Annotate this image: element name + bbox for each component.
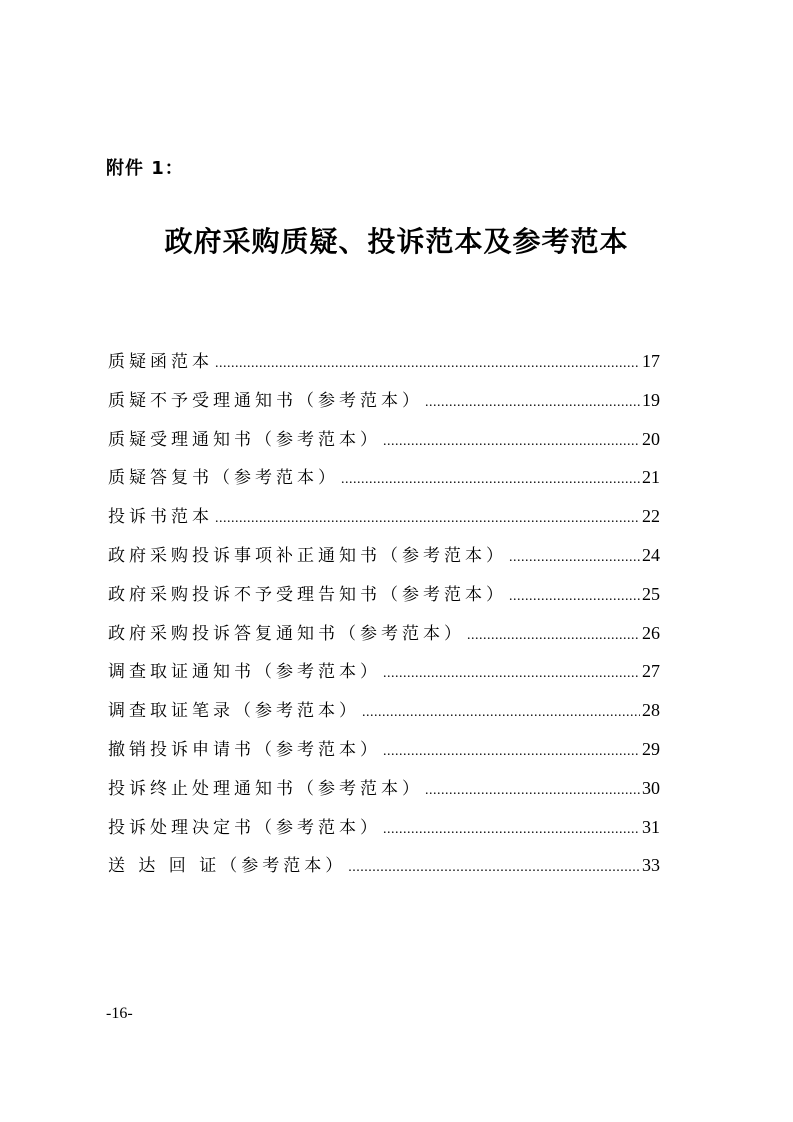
toc-entry-page: 21 [642,467,660,488]
toc-entry-page: 22 [642,506,660,527]
toc-leader-dots [383,427,640,457]
toc-entry-title: 质疑受理通知书（参考范本） [108,429,381,450]
toc-entry-title: 质疑不予受理通知书（参考范本） [108,390,423,411]
toc-leader-dots [425,388,640,418]
toc-entry-title: 投诉终止处理通知书（参考范本） [108,778,423,799]
toc-leader-dots [362,698,640,728]
toc-entry-page: 29 [642,738,660,759]
toc-entry-title: 送 达 回 证（参考范本） [108,856,347,877]
toc-entry-page: 30 [642,777,660,798]
toc-entry[interactable] [108,850,660,889]
toc-entry[interactable] [108,695,660,734]
toc-entry-title: 调查取证通知书（参考范本） [108,662,381,683]
attachment-label: 附件 1： [106,158,184,179]
toc-leader-dots [215,504,640,534]
toc-entry-page: 28 [642,700,660,721]
toc-leader-dots [425,776,640,806]
toc-entry-title: 投诉书范本 [108,507,213,528]
toc-entry[interactable] [108,424,660,463]
toc-entry[interactable] [108,501,660,540]
toc-entry-title: 调查取证笔录（参考范本） [108,701,360,722]
toc-entry[interactable] [108,773,660,812]
toc-leader-dots [383,815,640,845]
toc-leader-dots [509,582,640,612]
toc-entry-title: 质疑函范本 [108,352,213,372]
toc-entry-page: 19 [642,389,660,410]
toc-leader-dots [383,737,640,767]
toc-entry-page: 24 [642,544,660,565]
toc-entry-title: 政府采购投诉答复通知书（参考范本） [108,623,465,644]
toc-entry-title: 政府采购投诉事项补正通知书（参考范本） [108,545,507,566]
toc-entry[interactable] [108,462,660,501]
toc-entry[interactable] [108,618,660,657]
page-number: -16- [106,1005,133,1022]
toc-entry-title: 撤销投诉申请书（参考范本） [108,739,381,760]
toc-entry-title: 投诉处理决定书（参考范本） [108,817,381,838]
toc-entry[interactable] [108,540,660,579]
toc-leader-dots [383,659,640,689]
toc-leader-dots [341,465,640,495]
document-title: 政府采购质疑、投诉范本及参考范本 [164,225,629,258]
toc-entry-page: 31 [642,816,660,837]
toc-entry[interactable] [108,346,660,385]
toc-leader-dots [215,349,640,379]
toc-leader-dots [509,543,640,573]
toc-entry-page: 20 [642,428,660,449]
toc-entry[interactable] [108,385,660,424]
toc-entry[interactable] [108,656,660,695]
toc-entry[interactable] [108,812,660,851]
toc-entry[interactable] [108,734,660,773]
table-of-contents [108,346,660,889]
toc-entry-title: 质疑答复书（参考范本） [108,468,339,489]
toc-entry-page: 33 [642,855,660,876]
toc-entry-title: 政府采购投诉不予受理告知书（参考范本） [108,584,507,605]
toc-entry-page: 27 [642,661,660,682]
toc-entry-page: 17 [642,351,660,371]
toc-leader-dots [348,853,640,883]
toc-leader-dots [467,621,640,651]
toc-entry[interactable] [108,579,660,618]
toc-entry-page: 26 [642,622,660,643]
toc-entry-page: 25 [642,583,660,604]
